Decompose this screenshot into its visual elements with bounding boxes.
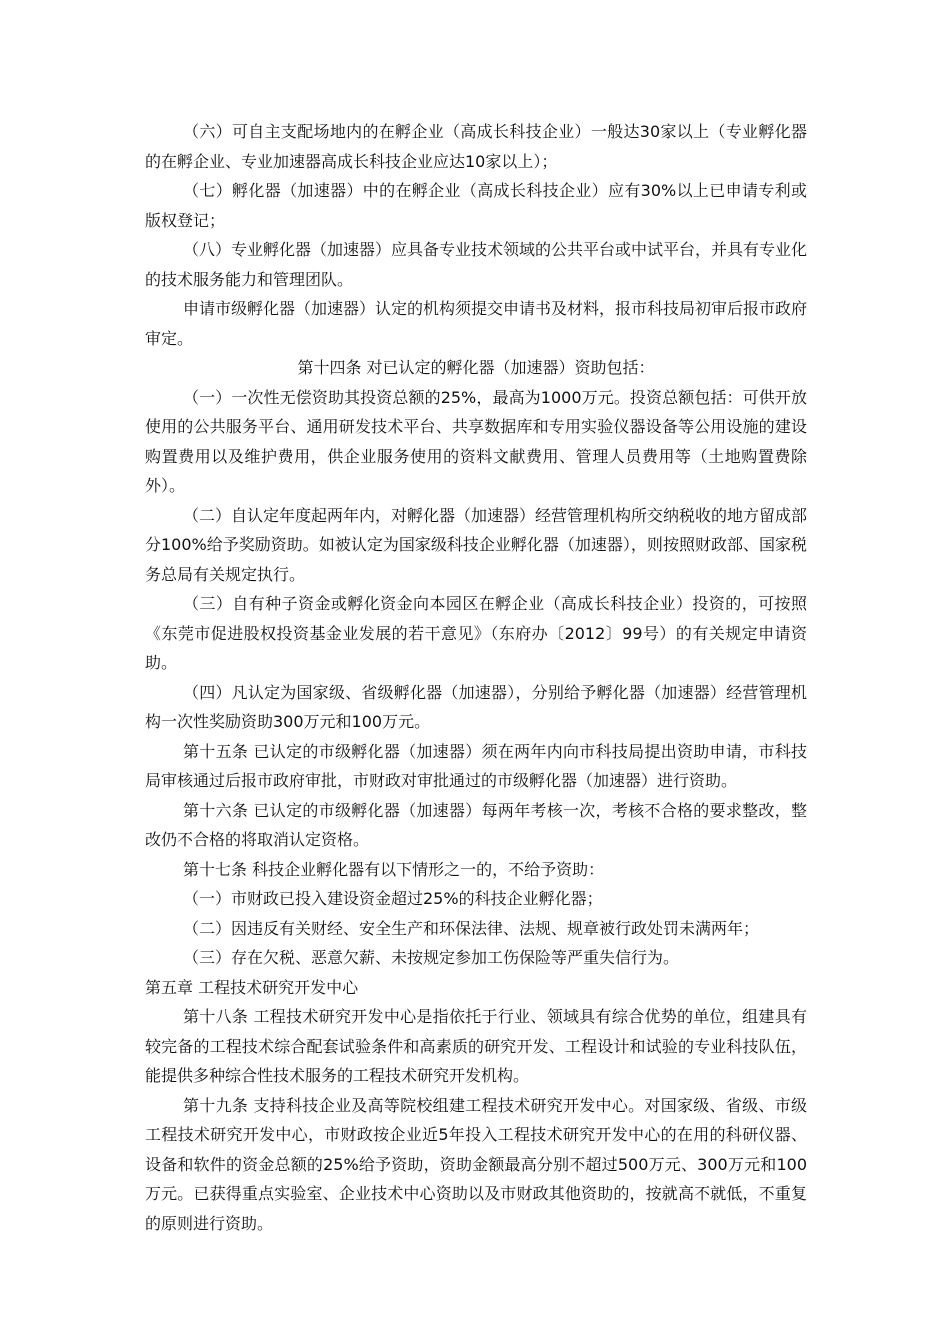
paragraph-article-14-item-3: （三）自有种子资金或孵化资金向本园区在孵企业（高成长科技企业）投资的，可按照《东莞市促进股权投资基金业发展的若干意见》（东府办〔2012〕99号）的有关规定申请资助。 (145, 594, 807, 672)
article-14-heading: 第十四条 对已认定的孵化器（加速器）资助包括： (297, 358, 655, 377)
paragraph-article-17-item-2: （二）因违反有关财经、安全生产和环保法律、法规、规章被行政处罚未满两年； (183, 918, 760, 938)
paragraph-article-14-item-1: （一）一次性无偿资助其投资总额的25%，最高为1000万元。投资总额包括：可供开放使用的公共服务平台、通用研发技术平台、共享数据库和专用实验仪器设备等公用设施的建设购置费用以及维护费用，供企业服务使用的资料文献费用、管理人员费用等（土地购置费除外）。 (145, 387, 807, 495)
document-body (145, 117, 807, 1238)
paragraph-article-15: 第十五条 已认定的市级孵化器（加速器）须在两年内向市科技局提出资助申请，市科技局审核通过后报市政府审批，市财政对审批通过的市级孵化器（加速器）进行资助。 (145, 741, 807, 790)
paragraph-application: 申请市级孵化器（加速器）认定的机构须提交申请书及材料，报市科技局初审后报市政府审定。 (145, 299, 808, 348)
paragraph-item-6: （六）可自主支配场地内的在孵企业（高成长科技企业）一般达30家以上（专业孵化器的在孵企业、专业加速器高成长科技企业应达10家以上）； (145, 122, 807, 171)
paragraph-article-16: 第十六条 已认定的市级孵化器（加速器）每两年考核一次，考核不合格的要求整改，整改仍不合格的将取消认定资格。 (145, 800, 807, 849)
paragraph-article-17-item-1: （一）市财政已投入建设资金超过25%的科技企业孵化器； (183, 889, 603, 908)
paragraph-article-18: 第十八条 工程技术研究开发中心是指依托于行业、领域具有综合优势的单位，组建具有较完备的工程技术综合配套试验条件和高素质的研究开发、工程设计和试验的专业科技队伍，能提供多种综合性技术服务的工程技术研究开发机构。 (145, 1007, 807, 1085)
paragraph-article-17-item-3: （三）存在欠税、恶意欠薪、未按规定参加工伤保险等严重失信行为。 (183, 948, 680, 967)
paragraph-article-17: 第十七条 科技企业孵化器有以下情形之一的，不给予资助： (183, 859, 605, 879)
paragraph-article-14-item-4: （四）凡认定为国家级、省级孵化器（加速器），分别给予孵化器（加速器）经营管理机构一次性奖励资助300万元和100万元。 (145, 682, 807, 731)
paragraph-item-7: （七）孵化器（加速器）中的在孵企业（高成长科技企业）应有30%以上已申请专利或版权登记； (145, 181, 807, 230)
paragraph-article-14-item-2: （二）自认定年度起两年内，对孵化器（加速器）经营管理机构所交纳税收的地方留成部分100%给予奖励资助。如被认定为国家级科技企业孵化器（加速器），则按照财政部、国家税务总局有关规定执行。 (145, 505, 808, 584)
chapter-5-heading: 第五章 工程技术研究开发中心 (145, 977, 359, 997)
paragraph-article-19: 第十九条 支持科技企业及高等院校组建工程技术研究开发中心。对国家级、省级、市级工程技术研究开发中心，市财政按企业近5年投入工程技术研究开发中心的在用的科研仪器、设备和软件的资金总额的25%给予资助，资助金额最高分别不超过500万元、300万元和100万元。已获得重点实验室、企业技术中心资助以及市财政其他资助的，按就高不就低，不重复的原则进行资助。 (145, 1095, 807, 1233)
paragraph-item-8: （八）专业孵化器（加速器）应具备专业技术领域的公共平台或中试平台，并具有专业化的技术服务能力和管理团队。 (145, 240, 808, 289)
